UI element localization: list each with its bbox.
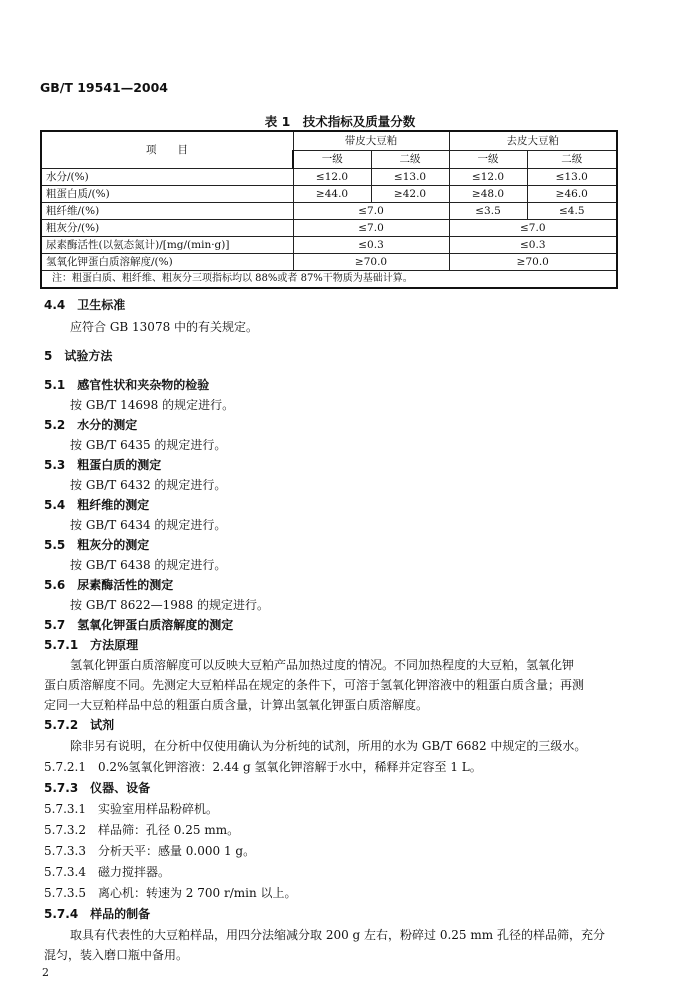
section-heading: 5.7.4 样品的制备: [44, 907, 151, 921]
table-row: [41, 220, 617, 237]
cell-value: ≤7.0: [449, 220, 617, 237]
cell-value: ≥44.0: [293, 186, 371, 203]
body-text: 5.7.3.3 分析天平：感量 0.000 1 g。: [44, 844, 256, 858]
body-text: 定同一大豆粕样品中总的粗蛋白质含量，计算出氢氧化钾蛋白质溶解度。: [44, 698, 429, 712]
cell-value: ≥70.0: [449, 254, 617, 271]
cell-value: ≤12.0: [293, 169, 371, 186]
table-row: [41, 169, 617, 186]
table-row: [41, 203, 617, 220]
standard-code: GB/T 19541—2004: [40, 80, 169, 95]
row-label: 粗蛋白质/(%): [41, 186, 293, 203]
body-text: 按 GB/T 6435 的规定进行。: [70, 438, 227, 452]
section-heading: 5.7.3 仪器、设备: [44, 781, 151, 795]
section-heading: 5.6 尿素酶活性的测定: [44, 578, 174, 592]
row-label: 粗灰分/(%): [41, 220, 293, 237]
body-text: 混匀，装入磨口瓶中备用。: [44, 948, 189, 962]
section-heading: 5.5 粗灰分的测定: [44, 538, 150, 552]
group-with-skin-header: 带皮大豆粕: [293, 131, 449, 150]
table-row: [41, 254, 617, 271]
table-note: 注：粗蛋白质、粗纤维、粗灰分三项指标均以 88%或者 87%干物质为基础计算。: [41, 271, 617, 289]
table-row: [41, 186, 617, 203]
cell-value: ≥70.0: [293, 254, 449, 271]
cell-value: ≤4.5: [527, 203, 617, 220]
grade2-header: 二级: [527, 150, 617, 168]
row-label: 水分/(%): [41, 169, 293, 186]
body-text: 按 GB/T 8622—1988 的规定进行。: [70, 598, 269, 612]
cell-value: ≤7.0: [293, 203, 449, 220]
grade1-header: 一级: [449, 150, 527, 168]
page-number: 2: [42, 966, 49, 979]
table-title: 表 1 技术指标及质量分数: [264, 114, 416, 129]
body-text: 按 GB/T 14698 的规定进行。: [70, 398, 235, 412]
body-text: 5.7.3.1 实验室用样品粉碎机。: [44, 802, 218, 816]
section-heading: 5 试验方法: [44, 349, 113, 363]
body-text: 5.7.3.4 磁力搅拌器。: [44, 865, 170, 879]
cell-value: ≥46.0: [527, 186, 617, 203]
item-header: 项 目: [41, 131, 293, 169]
section-heading: 5.7.2 试剂: [44, 718, 115, 732]
section-heading: 4.4 卫生标准: [44, 298, 126, 312]
group-dehulled-header: 去皮大豆粕: [449, 131, 617, 150]
cell-value: ≥48.0: [449, 186, 527, 203]
section-heading: 5.7 氢氧化钾蛋白质溶解度的测定: [44, 618, 234, 632]
cell-value: ≤7.0: [293, 220, 449, 237]
section-heading: 5.3 粗蛋白质的测定: [44, 458, 162, 472]
cell-value: ≤13.0: [371, 169, 449, 186]
section-heading: 5.7.1 方法原理: [44, 638, 139, 652]
body-text: 取具有代表性的大豆粕样品，用四分法缩减分取 200 g 左右，粉碎过 0.25 mm 孔径的样品筛，充分: [70, 928, 605, 942]
body-text: 5.7.2.1 0.2%氢氧化钾溶液：2.44 g 氢氧化钾溶解于水中，稀释并定容至 1 L。: [44, 760, 482, 774]
cell-value: ≤0.3: [449, 237, 617, 254]
section-heading: 5.2 水分的测定: [44, 418, 138, 432]
grade1-header: 一级: [293, 150, 371, 168]
body-text: 按 GB/T 6438 的规定进行。: [70, 558, 227, 572]
technical-spec-table: [40, 130, 618, 289]
cell-value: ≤3.5: [449, 203, 527, 220]
body-text: 5.7.3.2 样品筛：孔径 0.25 mm。: [44, 823, 240, 837]
row-label: 粗纤维/(%): [41, 203, 293, 220]
body-text: 蛋白质溶解度不同。先测定大豆粕样品在规定的条件下，可溶于氢氧化钾溶液中的粗蛋白质含量；再测: [44, 678, 585, 692]
cell-value: ≥42.0: [371, 186, 449, 203]
body-text: 按 GB/T 6434 的规定进行。: [70, 518, 227, 532]
cell-value: ≤0.3: [293, 237, 449, 254]
body-text: 氢氧化钾蛋白质溶解度可以反映大豆粕产品加热过度的情况。不同加热程度的大豆粕，氢氧化钾: [70, 658, 575, 672]
body-text: 除非另有说明，在分析中仅使用确认为分析纯的试剂，所用的水为 GB/T 6682 中规定的三级水。: [70, 739, 587, 753]
body-text: 5.7.3.5 离心机：转速为 2 700 r/min 以上。: [44, 886, 297, 900]
body-text: 按 GB/T 6432 的规定进行。: [70, 478, 227, 492]
cell-value: ≤13.0: [527, 169, 617, 186]
table-row: [41, 237, 617, 254]
cell-value: ≤12.0: [449, 169, 527, 186]
row-label: 尿素酶活性(以氨态氮计)/[mg/(min·g)]: [41, 237, 293, 254]
section-heading: 5.4 粗纤维的测定: [44, 498, 150, 512]
grade2-header: 二级: [371, 150, 449, 168]
row-label: 氢氧化钾蛋白质溶解度/(%): [41, 254, 293, 271]
section-heading: 5.1 感官性状和夹杂物的检验: [44, 378, 210, 392]
body-text: 应符合 GB 13078 中的有关规定。: [70, 320, 259, 334]
